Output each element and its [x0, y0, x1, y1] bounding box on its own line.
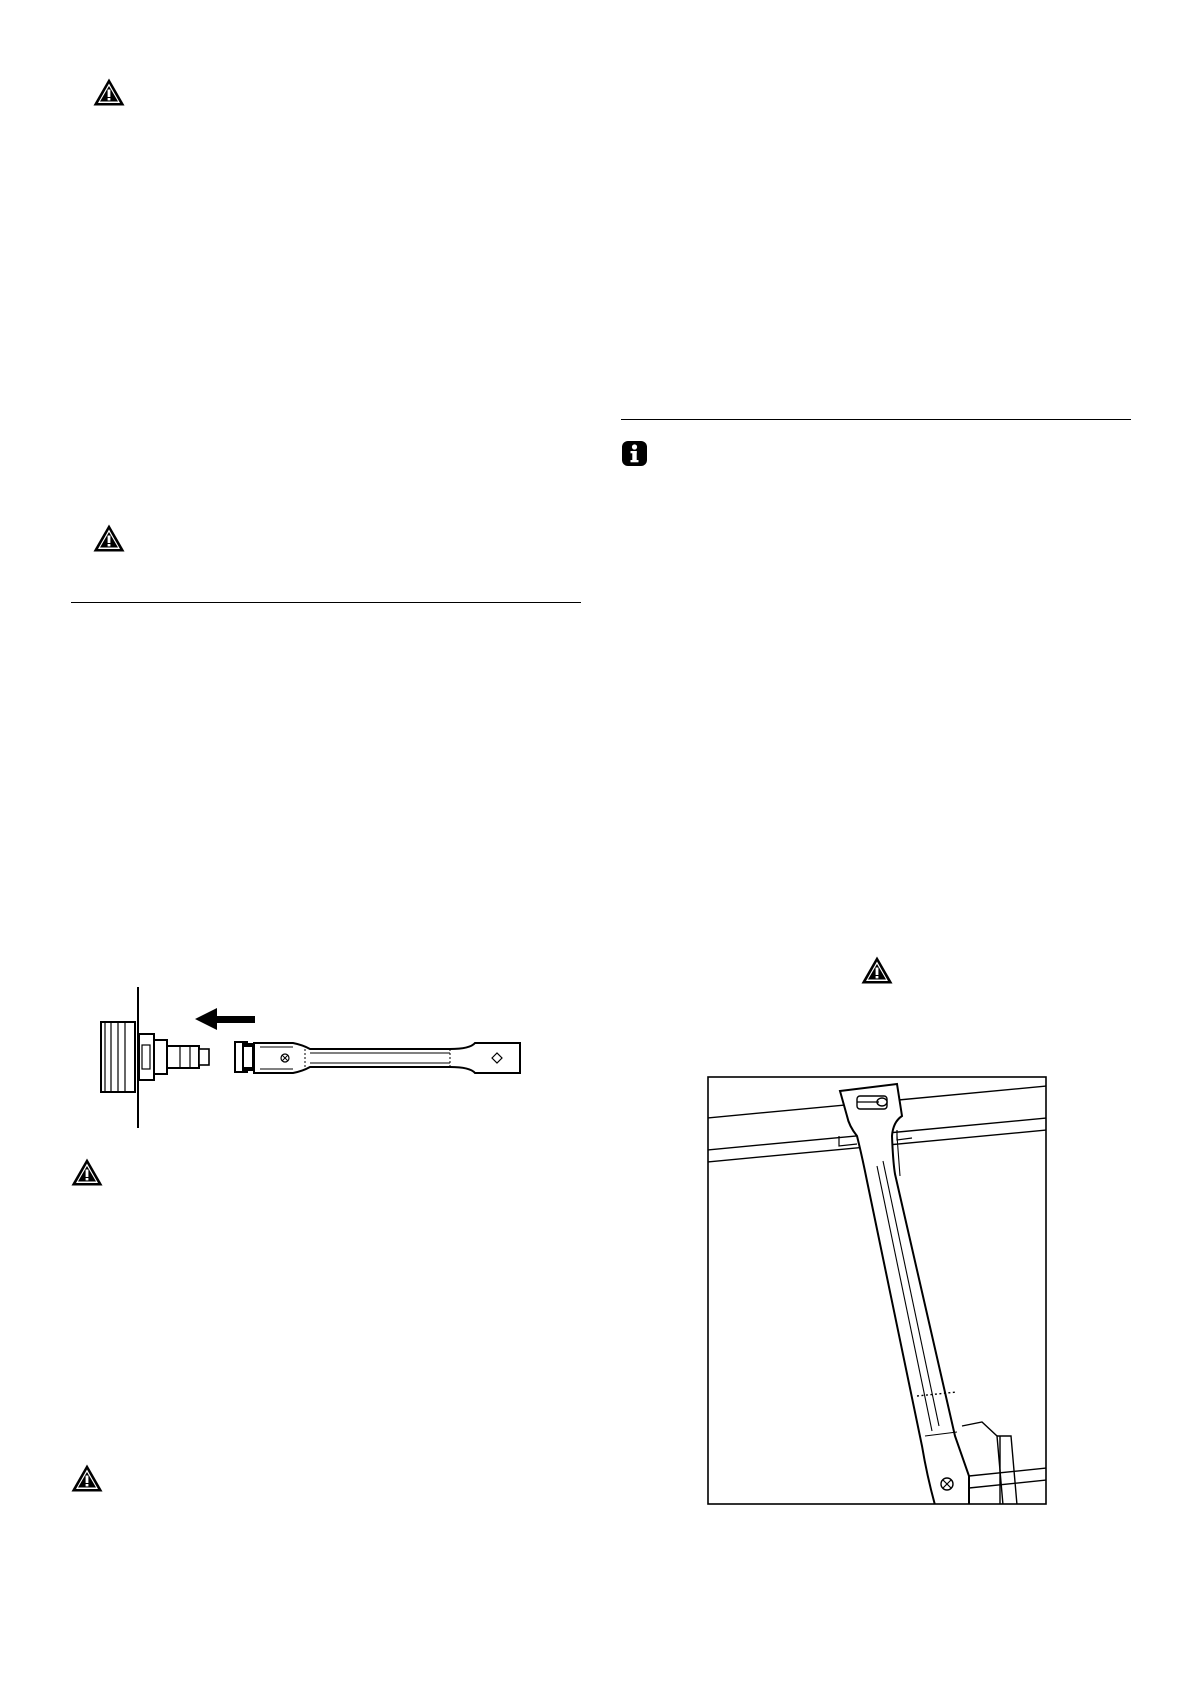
warning-icon: [92, 77, 126, 107]
warning-icon: [92, 523, 126, 553]
burner-insertion-figure: [95, 985, 545, 1130]
information-icon: [621, 440, 648, 467]
warning-icon: [860, 955, 894, 985]
burner-installed-figure: [707, 1076, 1047, 1505]
section-divider: [621, 419, 1131, 420]
section-divider: [71, 602, 581, 603]
warning-icon: [70, 1463, 104, 1493]
warning-icon: [70, 1157, 104, 1187]
